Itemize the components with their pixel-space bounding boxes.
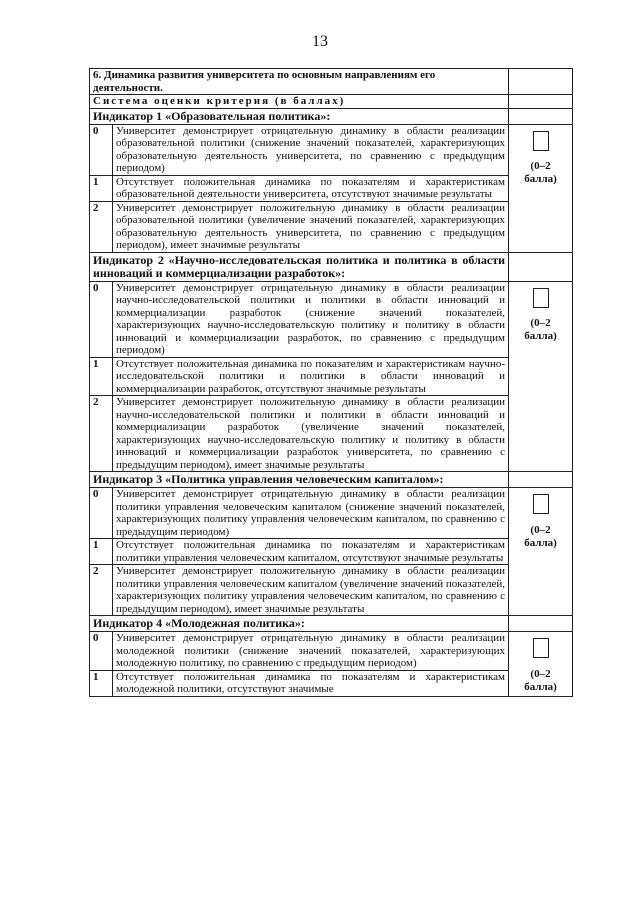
criteria-table <box>89 68 573 697</box>
header-empty-cell <box>509 69 573 95</box>
table-header-row <box>90 69 573 95</box>
level-row <box>90 175 573 201</box>
table-subheader-row <box>90 95 573 109</box>
level-score: 1 <box>90 670 113 696</box>
indicator-title-empty-cell <box>509 472 573 488</box>
level-description: Университет демонстрирует отрицательную динамику в области реализации политики управления человеческим капиталом (снижение значений показателей, характеризующих политику управления человеческим капиталом, по сравнению с предыдущим периодом) <box>113 488 509 539</box>
page-number: 13 <box>312 33 328 50</box>
level-row <box>90 396 573 472</box>
score-range: (0–2 <box>530 160 551 172</box>
level-description: Университет демонстрирует отрицательную динамику в области реализации научно-исследовательской политики и политики в области инноваций и коммерциализации разработок (снижение значений показателей, характеризующих научно-исследовательскую политику и политику в области инноваций и коммерциализации разработок, по сравнению с предыдущим периодом) <box>113 281 509 357</box>
level-row <box>90 670 573 696</box>
indicator-3-title-row <box>90 472 573 488</box>
level-description: Отсутствует положительная динамика по показателям и характеристикам политики управления человеческим капиталом, отсутствуют значимые результаты <box>113 539 509 565</box>
level-score: 2 <box>90 201 113 252</box>
level-score: 1 <box>90 539 113 565</box>
level-row <box>90 488 573 539</box>
section-title: 6. Динамика развития университета по основным направлениям его деятельности. <box>90 69 509 95</box>
level-score: 2 <box>90 396 113 472</box>
level-description: Университет демонстрирует положительную динамику в области реализации научно-исследовательской политики и политики в области инноваций и коммерциализации разработок (увеличение значений показателей, характеризующих научно-исследовательскую политику и политику в области инноваций и коммерциализации разработок университета, по сравнению с предыдущим периодом), имеет значимые результаты <box>113 396 509 472</box>
score-cell <box>509 124 573 252</box>
score-range-unit: балла) <box>524 536 557 549</box>
score-cell <box>509 281 573 472</box>
indicator-title: Индикатор 2 «Научно-исследовательская политика и политика в области инноваций и коммерциализации разработок»: <box>90 252 509 281</box>
score-range-unit: балла) <box>524 680 557 693</box>
score-range: (0–2 <box>530 317 551 329</box>
score-cell <box>509 488 573 616</box>
level-description: Отсутствует положительная динамика по показателям и характеристикам образовательной деятельности университета, отсутствуют значимые результаты <box>113 175 509 201</box>
indicator-title-empty-cell <box>509 108 573 124</box>
level-description: Отсутствует положительная динамика по показателям и характеристикам научно-исследовательской политики и политики в области инноваций и коммерциализации разработок, отсутствуют значимые результаты <box>113 357 509 396</box>
level-row <box>90 281 573 357</box>
level-score: 0 <box>90 281 113 357</box>
score-checkbox[interactable] <box>533 131 549 151</box>
indicator-title: Индикатор 1 «Образовательная политика»: <box>90 108 509 124</box>
level-description: Университет демонстрирует положительную динамику в области реализации политики управления человеческим капиталом (увеличение значений показателей, характеризующих политику управления человеческим капиталом, по сравнению с предыдущим периодом), имеет значимые результаты <box>113 565 509 616</box>
level-score: 0 <box>90 488 113 539</box>
score-range-unit: балла) <box>524 330 557 342</box>
score-checkbox[interactable] <box>533 638 549 658</box>
score-range: (0–2 <box>530 667 551 680</box>
score-checkbox[interactable] <box>533 494 549 514</box>
level-description: Университет демонстрирует отрицательную динамику в области реализации молодежной политики (снижение значений показателей, характеризующих молодежную политику, по сравнению с предыдущим периодом) <box>113 632 509 671</box>
level-score: 0 <box>90 124 113 175</box>
indicator-4-title-row <box>90 616 573 632</box>
level-score: 2 <box>90 565 113 616</box>
level-row <box>90 357 573 396</box>
level-row <box>90 124 573 175</box>
level-score: 1 <box>90 175 113 201</box>
section-subtitle: Система оценки критерия (в баллах) <box>90 95 509 109</box>
score-cell <box>509 632 573 697</box>
subheader-empty-cell <box>509 95 573 109</box>
indicator-title: Индикатор 3 «Политика управления человеческим капиталом»: <box>90 472 509 488</box>
level-row <box>90 632 573 671</box>
indicator-title-empty-cell <box>509 616 573 632</box>
score-range-unit: балла) <box>524 173 557 185</box>
score-checkbox[interactable] <box>533 288 549 308</box>
indicator-title-empty-cell <box>509 252 573 281</box>
indicator-title: Индикатор 4 «Молодежная политика»: <box>90 616 509 632</box>
level-score: 1 <box>90 357 113 396</box>
level-description: Университет демонстрирует отрицательную динамику в области реализации образовательной политики (снижение значений показателей, характеризующих образовательную деятельность университета, по сравнению с предыдущим периодом) <box>113 124 509 175</box>
indicator-1-title-row <box>90 108 573 124</box>
level-description: Университет демонстрирует положительную динамику в области реализации образовательной политики (увеличение значений показателей, характеризующих образовательную деятельность университета, по сравнению с предыдущим периодом), имеет значимые результаты <box>113 201 509 252</box>
level-row <box>90 539 573 565</box>
indicator-2-title-row <box>90 252 573 281</box>
level-row <box>90 565 573 616</box>
level-row <box>90 201 573 252</box>
level-score: 0 <box>90 632 113 671</box>
score-range: (0–2 <box>530 523 551 536</box>
level-description: Отсутствует положительная динамика по показателям и характеристикам молодежной политики, отсутствуют значимые <box>113 670 509 696</box>
